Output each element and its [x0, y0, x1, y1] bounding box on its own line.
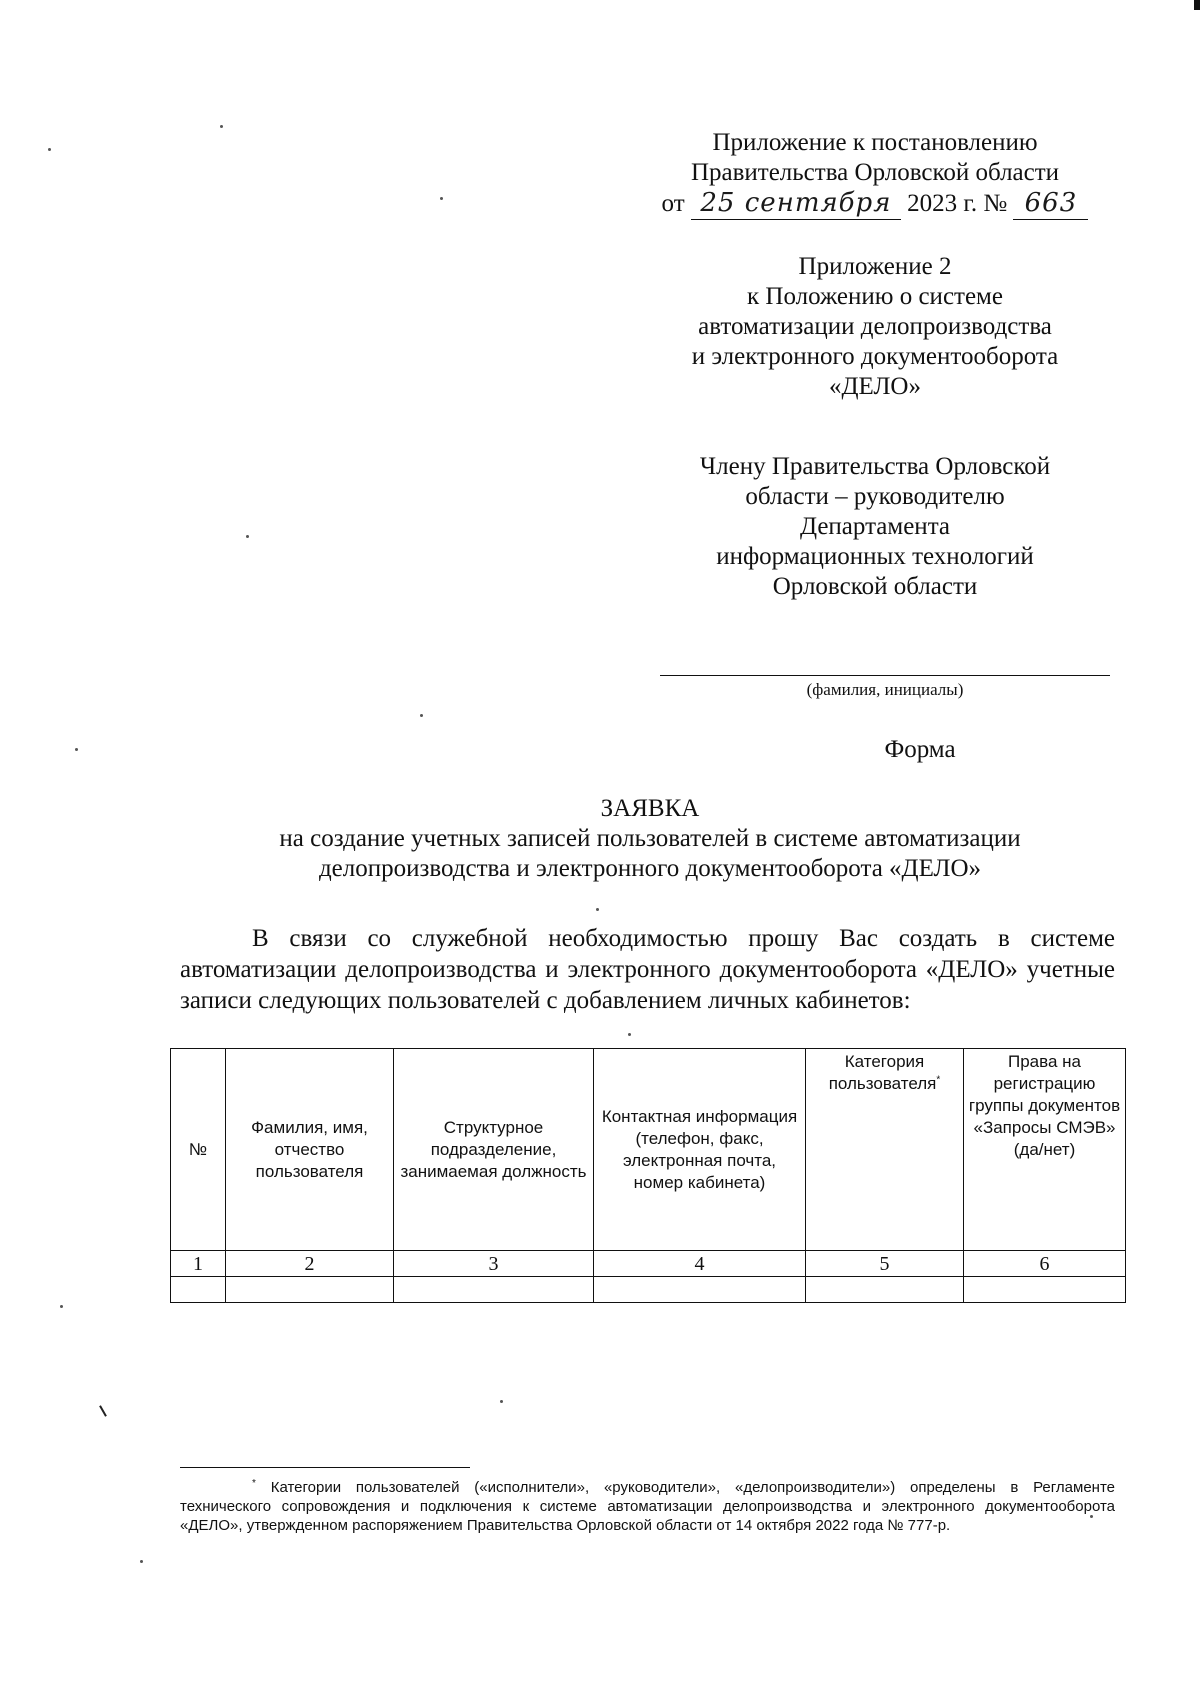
title-line-2: делопроизводства и электронного документооборота «ДЕЛО»: [318, 855, 982, 882]
body-text: В связи со служебной необходимостью прошу Вас создать в системе автоматизации делопроизводства и электронного документооборота «ДЕЛО» учетные записи следующих пользователей с добавлением личных кабинетов:: [180, 925, 1115, 1014]
header-cell-department: Структурное подразделение, занимаемая должность: [394, 1049, 594, 1251]
scan-speck: [1090, 1515, 1093, 1518]
signature-line: [660, 675, 1110, 676]
addressee-block: [640, 452, 1110, 602]
column-number: 6: [964, 1251, 1126, 1277]
scan-speck: [48, 148, 51, 151]
column-number: 1: [171, 1251, 226, 1277]
table-row: [171, 1277, 1126, 1303]
header-category-text: Категория пользователя: [828, 1052, 937, 1093]
appendix2-line: и электронного документооборота: [691, 343, 1059, 370]
table-header-row: [171, 1049, 1126, 1251]
scan-speck: [140, 1560, 143, 1563]
number-field: [1013, 188, 1088, 220]
scan-speck: [99, 1405, 107, 1416]
scan-speck: [246, 535, 249, 538]
addressee-line: Департамента: [799, 513, 951, 540]
table-cell[interactable]: [226, 1277, 394, 1303]
column-number: 3: [394, 1251, 594, 1277]
footnote-text: Категории пользователей («исполнители», «руководители», «делопроизводители») определены в Регламенте технического сопровождения и подключения к системе автоматизации делопроизводства и электронного документооборота «ДЕЛО», утвержденном распоряжением Правительства Орловской области от 14 октября 2022 года № 777-р.: [180, 1479, 1115, 1534]
header-cell-category: [806, 1049, 964, 1251]
column-number: 4: [594, 1251, 806, 1277]
appendix2-line: автоматизации делопроизводства: [698, 313, 1052, 340]
addressee-line: Орловской области: [772, 573, 978, 600]
scan-speck: [220, 125, 223, 128]
appendix2-line: к Положению о системе: [747, 283, 1003, 310]
table-cell[interactable]: [594, 1277, 806, 1303]
scan-speck: [60, 1305, 63, 1308]
body-paragraph: [180, 923, 1115, 1016]
handwritten-date: 25 сентября: [700, 188, 892, 218]
scan-corner-mark: [1194, 0, 1200, 10]
scan-speck: [500, 1400, 503, 1403]
scan-speck: [75, 748, 78, 751]
date-field: [691, 188, 901, 220]
table-cell[interactable]: [964, 1277, 1126, 1303]
request-table: [170, 1048, 1126, 1303]
year-text: 2023 г. №: [907, 190, 1008, 217]
header-cell-name: Фамилия, имя, отчество пользователя: [226, 1049, 394, 1251]
table-cell[interactable]: [806, 1277, 964, 1303]
appendix-line-1: Приложение к постановлению: [712, 129, 1038, 156]
column-number: 2: [226, 1251, 394, 1277]
scan-speck: [628, 1033, 631, 1036]
appendix-line-2: Правительства Орловской области: [690, 159, 1060, 186]
scan-speck: [596, 908, 599, 911]
header-cell-number: №: [171, 1049, 226, 1251]
signature-caption: (фамилия, инициалы): [806, 680, 964, 699]
footnote-marker: *: [936, 1074, 941, 1086]
header-cell-rights: Права на регистрацию группы документов «Запросы СМЭВ» (да/нет): [964, 1049, 1126, 1251]
date-prefix: от: [661, 190, 685, 217]
table-cell[interactable]: [171, 1277, 226, 1303]
title-line-1: на создание учетных записей пользователей в системе автоматизации: [279, 825, 1021, 852]
appendix2-block: [640, 252, 1110, 402]
form-label: Форма: [884, 736, 956, 763]
addressee-line: информационных технологий: [716, 543, 1034, 570]
appendix2-line: Приложение 2: [798, 253, 952, 280]
header-cell-contact: Контактная информация (телефон, факс, электронная почта, номер кабинета): [594, 1049, 806, 1251]
addressee-line: области – руководителю: [745, 483, 1005, 510]
addressee-line: Члену Правительства Орловской: [699, 453, 1051, 480]
scan-speck: [440, 197, 443, 200]
document-title: [180, 794, 1120, 884]
column-number: 5: [806, 1251, 964, 1277]
handwritten-number: 663: [1024, 188, 1078, 218]
appendix-block: [640, 128, 1110, 220]
table-row: [171, 1251, 1126, 1277]
appendix2-line: «ДЕЛО»: [828, 373, 921, 400]
footnote: [180, 1478, 1115, 1535]
footnote-mark: *: [252, 1478, 256, 1489]
title-heading: ЗАЯВКА: [600, 795, 700, 822]
footnote-separator: [180, 1467, 470, 1468]
table-cell[interactable]: [394, 1277, 594, 1303]
scan-speck: [420, 714, 423, 717]
appendix-date-line: [640, 188, 1110, 220]
